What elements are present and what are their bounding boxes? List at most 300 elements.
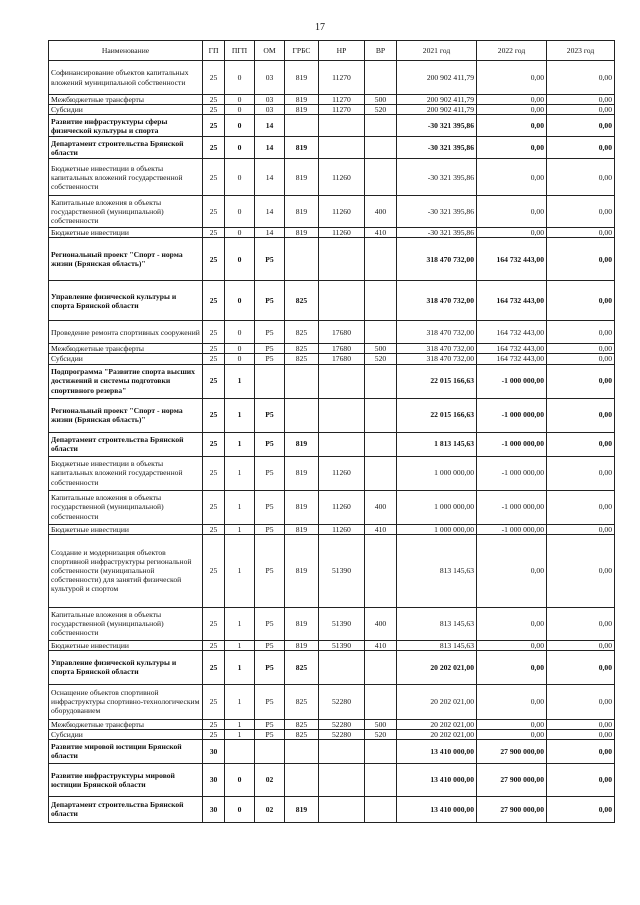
cell-om: 03 <box>255 95 285 105</box>
cell-om <box>255 364 285 398</box>
cell-pgp: 0 <box>225 115 255 137</box>
cell-nr: 11270 <box>319 95 365 105</box>
cell-y2021: -30 321 395,86 <box>397 228 477 238</box>
cell-y2021: 22 015 166,63 <box>397 364 477 398</box>
cell-pgp: 1 <box>225 640 255 650</box>
cell-y2021: 318 470 732,00 <box>397 354 477 364</box>
table-row <box>49 640 615 650</box>
cell-om: P5 <box>255 640 285 650</box>
cell-gp: 25 <box>203 607 225 640</box>
cell-name: Бюджетные инвестиции <box>49 640 203 650</box>
cell-vr <box>365 238 397 281</box>
table-row <box>49 115 615 137</box>
cell-gp: 25 <box>203 95 225 105</box>
cell-om: 02 <box>255 796 285 822</box>
cell-y2022: 27 900 000,00 <box>477 796 547 822</box>
cell-y2023: 0,00 <box>547 796 615 822</box>
cell-y2023: 0,00 <box>547 607 615 640</box>
cell-nr: 51390 <box>319 640 365 650</box>
cell-nr: 11260 <box>319 196 365 228</box>
cell-y2023: 0,00 <box>547 61 615 95</box>
cell-nr: 52280 <box>319 729 365 739</box>
cell-name: Департамент строительства Брянской области <box>49 432 203 456</box>
cell-y2022: -1 000 000,00 <box>477 432 547 456</box>
cell-name: Департамент строительства Брянской области <box>49 796 203 822</box>
cell-name: Управление физической культуры и спорта Брянской области <box>49 650 203 684</box>
cell-gp: 25 <box>203 650 225 684</box>
cell-pgp: 1 <box>225 729 255 739</box>
cell-y2021: 1 813 145,63 <box>397 432 477 456</box>
cell-y2021: -30 321 395,86 <box>397 196 477 228</box>
cell-gp: 25 <box>203 456 225 490</box>
header-nr: НР <box>319 41 365 61</box>
budget-table <box>48 40 615 823</box>
cell-y2022: -1 000 000,00 <box>477 456 547 490</box>
cell-y2023: 0,00 <box>547 228 615 238</box>
header-name: Наименование <box>49 41 203 61</box>
cell-y2023: 0,00 <box>547 684 615 719</box>
header-grbs: ГРБС <box>285 41 319 61</box>
cell-gp: 25 <box>203 524 225 534</box>
cell-gp: 25 <box>203 238 225 281</box>
cell-y2023: 0,00 <box>547 650 615 684</box>
cell-y2021: 13 410 000,00 <box>397 796 477 822</box>
cell-y2023: 0,00 <box>547 95 615 105</box>
cell-grbs: 825 <box>285 321 319 344</box>
cell-grbs: 819 <box>285 534 319 607</box>
cell-nr <box>319 432 365 456</box>
cell-grbs <box>285 739 319 763</box>
cell-pgp: 0 <box>225 281 255 321</box>
cell-y2022: 0,00 <box>477 159 547 196</box>
cell-om: P5 <box>255 650 285 684</box>
cell-y2023: 0,00 <box>547 281 615 321</box>
cell-name: Оснащение объектов спортивной инфраструктуры спортивно-технологическим оборудованием <box>49 684 203 719</box>
cell-gp: 25 <box>203 398 225 432</box>
cell-om <box>255 739 285 763</box>
table-row <box>49 763 615 796</box>
cell-pgp: 1 <box>225 364 255 398</box>
cell-y2021: 22 015 166,63 <box>397 398 477 432</box>
cell-name: Региональный проект "Спорт - норма жизни (Брянская область)" <box>49 398 203 432</box>
cell-grbs: 819 <box>285 137 319 159</box>
cell-name: Софинансирование объектов капитальных вложений муниципальной собственности <box>49 61 203 95</box>
cell-vr <box>365 763 397 796</box>
cell-y2021: -30 321 395,86 <box>397 115 477 137</box>
cell-om: P5 <box>255 534 285 607</box>
cell-om: P5 <box>255 719 285 729</box>
cell-y2021: 200 902 411,79 <box>397 61 477 95</box>
cell-grbs <box>285 364 319 398</box>
cell-gp: 25 <box>203 228 225 238</box>
cell-y2022: -1 000 000,00 <box>477 364 547 398</box>
cell-grbs: 825 <box>285 729 319 739</box>
cell-y2023: 0,00 <box>547 640 615 650</box>
cell-pgp: 1 <box>225 398 255 432</box>
cell-vr <box>365 281 397 321</box>
cell-pgp: 1 <box>225 607 255 640</box>
cell-om: 14 <box>255 159 285 196</box>
cell-vr <box>365 159 397 196</box>
cell-gp: 25 <box>203 281 225 321</box>
cell-pgp: 1 <box>225 524 255 534</box>
cell-gp: 30 <box>203 739 225 763</box>
cell-om: 02 <box>255 763 285 796</box>
cell-name: Создание и модернизация объектов спортивной инфраструктуры региональной собственности (муниципальной собственности) для занятий физической культурой и спортом <box>49 534 203 607</box>
cell-y2021: 318 470 732,00 <box>397 238 477 281</box>
cell-nr: 52280 <box>319 719 365 729</box>
cell-om: P5 <box>255 684 285 719</box>
cell-y2021: 813 145,63 <box>397 534 477 607</box>
cell-y2022: 164 732 443,00 <box>477 281 547 321</box>
cell-gp: 25 <box>203 61 225 95</box>
cell-pgp: 1 <box>225 650 255 684</box>
cell-y2021: 20 202 021,00 <box>397 684 477 719</box>
cell-vr <box>365 364 397 398</box>
table-row <box>49 196 615 228</box>
cell-nr: 17680 <box>319 354 365 364</box>
cell-y2021: 318 470 732,00 <box>397 281 477 321</box>
cell-pgp: 0 <box>225 105 255 115</box>
cell-y2023: 0,00 <box>547 456 615 490</box>
cell-pgp: 0 <box>225 321 255 344</box>
cell-nr <box>319 650 365 684</box>
cell-om: P5 <box>255 344 285 354</box>
cell-y2023: 0,00 <box>547 739 615 763</box>
cell-y2022: 27 900 000,00 <box>477 739 547 763</box>
cell-name: Межбюджетные трансферты <box>49 344 203 354</box>
cell-grbs: 819 <box>285 105 319 115</box>
cell-y2023: 0,00 <box>547 159 615 196</box>
cell-vr <box>365 432 397 456</box>
cell-grbs: 819 <box>285 796 319 822</box>
cell-y2021: 13 410 000,00 <box>397 739 477 763</box>
cell-y2022: 0,00 <box>477 95 547 105</box>
cell-name: Развитие инфраструктуры сферы физической культуры и спорта <box>49 115 203 137</box>
cell-grbs: 825 <box>285 684 319 719</box>
cell-y2023: 0,00 <box>547 524 615 534</box>
cell-pgp: 0 <box>225 228 255 238</box>
cell-om: P5 <box>255 354 285 364</box>
cell-gp: 25 <box>203 364 225 398</box>
table-row <box>49 398 615 432</box>
cell-y2022: 0,00 <box>477 105 547 115</box>
cell-nr <box>319 364 365 398</box>
cell-vr <box>365 321 397 344</box>
cell-om: P5 <box>255 524 285 534</box>
cell-y2022: 0,00 <box>477 650 547 684</box>
cell-pgp: 0 <box>225 196 255 228</box>
table-row <box>49 61 615 95</box>
cell-gp: 25 <box>203 159 225 196</box>
cell-vr: 500 <box>365 719 397 729</box>
cell-nr <box>319 238 365 281</box>
cell-y2023: 0,00 <box>547 719 615 729</box>
cell-grbs: 825 <box>285 344 319 354</box>
cell-pgp: 1 <box>225 432 255 456</box>
cell-om: P5 <box>255 607 285 640</box>
cell-grbs: 825 <box>285 650 319 684</box>
table-row <box>49 228 615 238</box>
cell-name: Межбюджетные трансферты <box>49 95 203 105</box>
cell-name: Развитие инфраструктуры мировой юстиции Брянской области <box>49 763 203 796</box>
cell-nr: 17680 <box>319 344 365 354</box>
cell-gp: 25 <box>203 729 225 739</box>
cell-vr <box>365 456 397 490</box>
cell-grbs: 825 <box>285 354 319 364</box>
cell-gp: 25 <box>203 105 225 115</box>
cell-grbs: 819 <box>285 524 319 534</box>
cell-nr <box>319 115 365 137</box>
table-row <box>49 524 615 534</box>
cell-nr: 11270 <box>319 61 365 95</box>
cell-y2023: 0,00 <box>547 490 615 524</box>
cell-nr: 11270 <box>319 105 365 115</box>
table-row <box>49 739 615 763</box>
header-pgp: ПГП <box>225 41 255 61</box>
cell-y2022: 0,00 <box>477 196 547 228</box>
cell-om: P5 <box>255 281 285 321</box>
cell-y2021: -30 321 395,86 <box>397 159 477 196</box>
cell-y2023: 0,00 <box>547 729 615 739</box>
cell-vr <box>365 684 397 719</box>
cell-y2023: 0,00 <box>547 763 615 796</box>
cell-nr <box>319 137 365 159</box>
header-2022: 2022 год <box>477 41 547 61</box>
cell-pgp: 0 <box>225 796 255 822</box>
table-row <box>49 729 615 739</box>
cell-pgp: 0 <box>225 763 255 796</box>
cell-pgp: 0 <box>225 238 255 281</box>
cell-pgp: 1 <box>225 456 255 490</box>
cell-y2023: 0,00 <box>547 105 615 115</box>
cell-nr <box>319 398 365 432</box>
table-row <box>49 456 615 490</box>
cell-y2022: 27 900 000,00 <box>477 763 547 796</box>
table-row <box>49 137 615 159</box>
cell-gp: 25 <box>203 344 225 354</box>
cell-y2021: 200 902 411,79 <box>397 95 477 105</box>
table-row <box>49 607 615 640</box>
cell-grbs <box>285 238 319 281</box>
cell-gp: 25 <box>203 432 225 456</box>
table-header-row <box>49 41 615 61</box>
cell-om: 03 <box>255 61 285 95</box>
cell-grbs: 819 <box>285 432 319 456</box>
cell-name: Бюджетные инвестиции в объекты капитальных вложений государственной собственности <box>49 159 203 196</box>
cell-y2021: 20 202 021,00 <box>397 719 477 729</box>
cell-vr <box>365 398 397 432</box>
cell-nr: 51390 <box>319 607 365 640</box>
cell-name: Капитальные вложения в объекты государственной (муниципальной) собственности <box>49 196 203 228</box>
table-row <box>49 650 615 684</box>
cell-y2021: 318 470 732,00 <box>397 344 477 354</box>
cell-y2022: 164 732 443,00 <box>477 321 547 344</box>
cell-pgp: 0 <box>225 344 255 354</box>
cell-y2022: -1 000 000,00 <box>477 398 547 432</box>
cell-gp: 25 <box>203 640 225 650</box>
cell-om: 14 <box>255 115 285 137</box>
table-row <box>49 796 615 822</box>
cell-grbs: 819 <box>285 95 319 105</box>
cell-grbs: 819 <box>285 228 319 238</box>
page-number: 17 <box>315 22 325 33</box>
cell-name: Бюджетные инвестиции <box>49 524 203 534</box>
table-row <box>49 105 615 115</box>
cell-pgp: 1 <box>225 719 255 729</box>
cell-y2023: 0,00 <box>547 534 615 607</box>
cell-vr: 500 <box>365 95 397 105</box>
cell-om: 03 <box>255 105 285 115</box>
table-row <box>49 534 615 607</box>
cell-name: Подпрограмма "Развитие спорта высших достижений и системы подготовки спортивного резерва" <box>49 364 203 398</box>
cell-gp: 30 <box>203 796 225 822</box>
header-gp: ГП <box>203 41 225 61</box>
cell-y2023: 0,00 <box>547 398 615 432</box>
cell-pgp: 0 <box>225 137 255 159</box>
cell-om: P5 <box>255 729 285 739</box>
cell-vr <box>365 534 397 607</box>
cell-gp: 25 <box>203 684 225 719</box>
table-row <box>49 432 615 456</box>
cell-nr: 11260 <box>319 456 365 490</box>
cell-y2022: 0,00 <box>477 684 547 719</box>
cell-pgp: 0 <box>225 61 255 95</box>
cell-om: P5 <box>255 432 285 456</box>
cell-gp: 25 <box>203 196 225 228</box>
cell-pgp: 1 <box>225 534 255 607</box>
cell-y2022: 0,00 <box>477 61 547 95</box>
cell-y2023: 0,00 <box>547 432 615 456</box>
table-row <box>49 364 615 398</box>
cell-pgp: 1 <box>225 490 255 524</box>
cell-y2023: 0,00 <box>547 238 615 281</box>
cell-y2021: 1 000 000,00 <box>397 456 477 490</box>
cell-grbs: 819 <box>285 196 319 228</box>
table-row <box>49 159 615 196</box>
cell-y2022: 0,00 <box>477 534 547 607</box>
cell-y2022: 0,00 <box>477 607 547 640</box>
cell-om: P5 <box>255 238 285 281</box>
table-row <box>49 490 615 524</box>
cell-nr: 11260 <box>319 524 365 534</box>
cell-y2023: 0,00 <box>547 115 615 137</box>
cell-y2022: 0,00 <box>477 719 547 729</box>
cell-gp: 25 <box>203 321 225 344</box>
header-2023: 2023 год <box>547 41 615 61</box>
cell-om: P5 <box>255 490 285 524</box>
header-2021: 2021 год <box>397 41 477 61</box>
cell-name: Субсидии <box>49 729 203 739</box>
cell-vr: 400 <box>365 490 397 524</box>
cell-vr <box>365 61 397 95</box>
cell-y2021: 318 470 732,00 <box>397 321 477 344</box>
cell-gp: 25 <box>203 534 225 607</box>
cell-grbs: 825 <box>285 281 319 321</box>
cell-gp: 25 <box>203 490 225 524</box>
header-vr: ВР <box>365 41 397 61</box>
cell-name: Бюджетные инвестиции в объекты капитальных вложений государственной собственности <box>49 456 203 490</box>
cell-name: Управление физической культуры и спорта Брянской области <box>49 281 203 321</box>
cell-y2021: 1 000 000,00 <box>397 524 477 534</box>
cell-y2021: 13 410 000,00 <box>397 763 477 796</box>
cell-pgp: 0 <box>225 95 255 105</box>
cell-pgp <box>225 739 255 763</box>
table-row <box>49 95 615 105</box>
cell-nr <box>319 796 365 822</box>
cell-y2021: 20 202 021,00 <box>397 729 477 739</box>
cell-y2022: 0,00 <box>477 640 547 650</box>
cell-y2023: 0,00 <box>547 321 615 344</box>
cell-grbs <box>285 763 319 796</box>
cell-grbs: 819 <box>285 159 319 196</box>
cell-om: P5 <box>255 398 285 432</box>
cell-gp: 25 <box>203 137 225 159</box>
cell-pgp: 1 <box>225 684 255 719</box>
cell-y2022: -1 000 000,00 <box>477 490 547 524</box>
cell-vr: 400 <box>365 196 397 228</box>
cell-om: 14 <box>255 137 285 159</box>
table-row <box>49 684 615 719</box>
cell-y2021: 813 145,63 <box>397 640 477 650</box>
cell-y2021: -30 321 395,86 <box>397 137 477 159</box>
cell-name: Региональный проект "Спорт - норма жизни (Брянская область)" <box>49 238 203 281</box>
cell-y2021: 200 902 411,79 <box>397 105 477 115</box>
cell-y2021: 1 000 000,00 <box>397 490 477 524</box>
cell-y2023: 0,00 <box>547 196 615 228</box>
cell-name: Капитальные вложения в объекты государственной (муниципальной) собственности <box>49 490 203 524</box>
cell-nr: 17680 <box>319 321 365 344</box>
cell-grbs: 819 <box>285 61 319 95</box>
cell-y2022: 0,00 <box>477 115 547 137</box>
cell-vr: 500 <box>365 344 397 354</box>
cell-name: Капитальные вложения в объекты государственной (муниципальной) собственности <box>49 607 203 640</box>
cell-vr: 400 <box>365 607 397 640</box>
cell-vr: 410 <box>365 640 397 650</box>
cell-nr: 52280 <box>319 684 365 719</box>
cell-nr <box>319 281 365 321</box>
cell-vr: 410 <box>365 524 397 534</box>
cell-om: 14 <box>255 228 285 238</box>
cell-nr <box>319 739 365 763</box>
cell-y2022: -1 000 000,00 <box>477 524 547 534</box>
cell-grbs: 819 <box>285 456 319 490</box>
cell-name: Проведение ремонта спортивных сооружений <box>49 321 203 344</box>
cell-name: Департамент строительства Брянской области <box>49 137 203 159</box>
cell-y2022: 164 732 443,00 <box>477 354 547 364</box>
table-row <box>49 238 615 281</box>
cell-y2022: 0,00 <box>477 228 547 238</box>
cell-grbs: 825 <box>285 719 319 729</box>
cell-name: Субсидии <box>49 354 203 364</box>
cell-vr: 520 <box>365 729 397 739</box>
cell-grbs: 819 <box>285 607 319 640</box>
cell-grbs: 819 <box>285 640 319 650</box>
cell-nr: 51390 <box>319 534 365 607</box>
cell-y2022: 164 732 443,00 <box>477 238 547 281</box>
cell-om: 14 <box>255 196 285 228</box>
cell-pgp: 0 <box>225 354 255 364</box>
cell-name: Межбюджетные трансферты <box>49 719 203 729</box>
cell-vr <box>365 115 397 137</box>
cell-name: Субсидии <box>49 105 203 115</box>
cell-grbs <box>285 398 319 432</box>
cell-grbs: 819 <box>285 490 319 524</box>
table-row <box>49 281 615 321</box>
cell-om: P5 <box>255 456 285 490</box>
cell-vr: 520 <box>365 105 397 115</box>
table-row <box>49 719 615 729</box>
